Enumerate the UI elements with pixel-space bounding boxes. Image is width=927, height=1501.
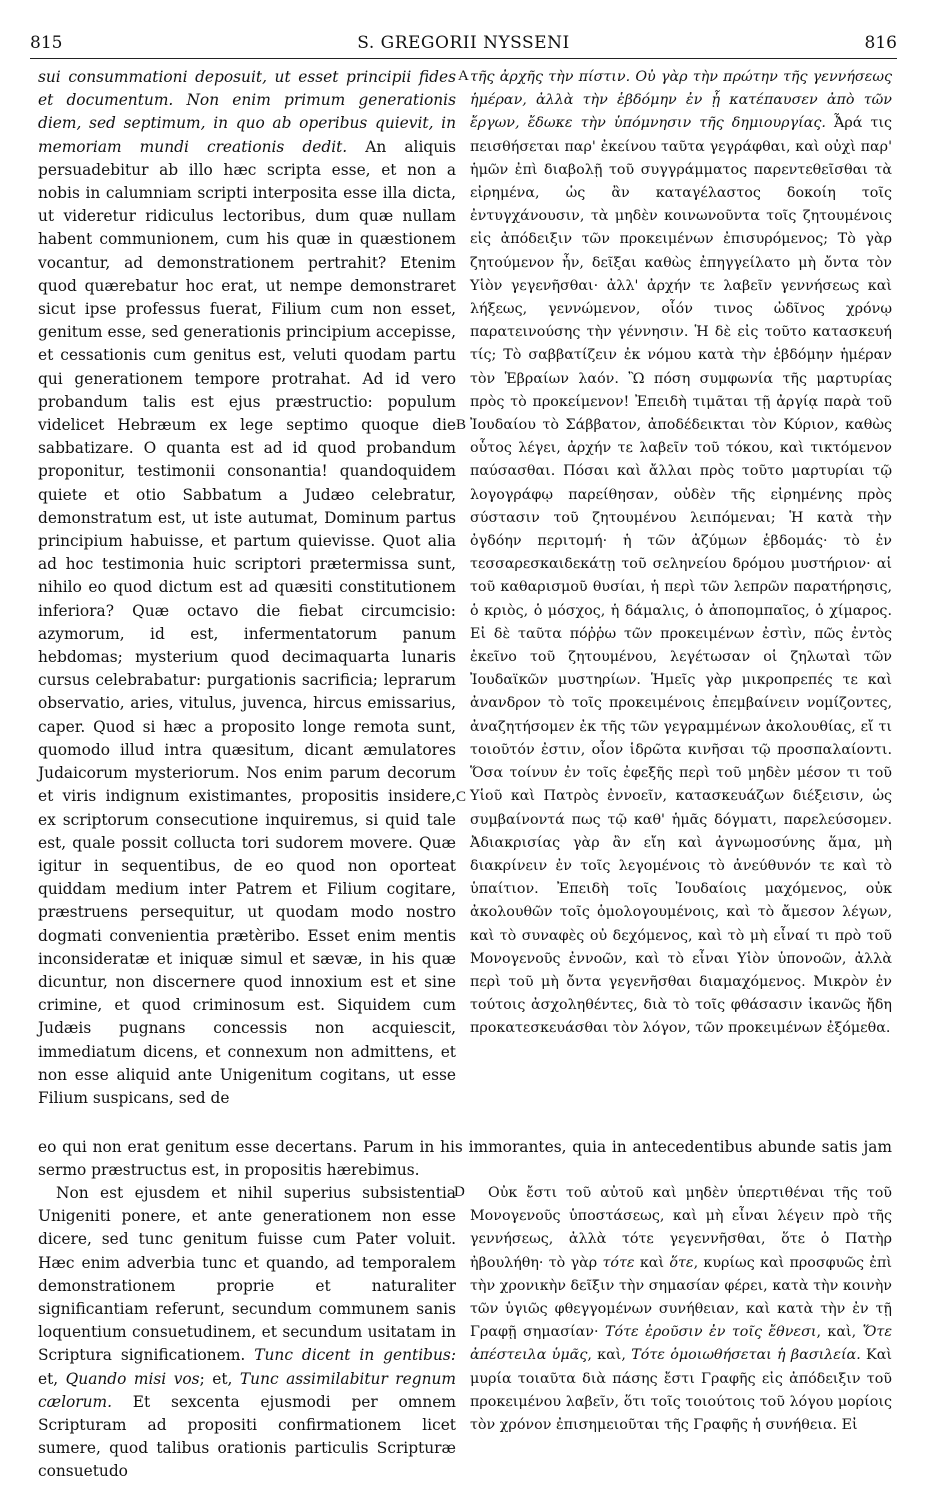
full-width-text: eo qui non erat genitum esse decertans. Parum in his immorantes, quia in antecedentibus abunde satis jam sermo præstructus est, in propositis hærebimus. <box>38 1138 892 1180</box>
greek-column-bottom <box>470 1182 892 1437</box>
latin-text: et, <box>38 1369 66 1388</box>
greek-word: ὅτε <box>669 1254 694 1271</box>
greek-word: τότε <box>602 1254 635 1271</box>
greek-quote: Τότε ἐροῦσιν ἐν τοῖς ἔθνεσι <box>604 1324 817 1341</box>
latin-paragraph <box>38 66 456 1110</box>
greek-italic-intro: τῆς ἀρχῆς τὴν πίστιν. Οὐ γὰρ τὴν πρώτην τῆς γεννήσεως ἡμέραν, ἀλλὰ τὴν ἑβδόμην ἐν ᾗ κατέπαυσεν ἀπὸ τῶν ἔργων, ἔδωκε τὴν ὑπόμνησιν τῆς δημιουργίας. <box>470 69 892 132</box>
latin-column-bottom <box>38 1182 456 1484</box>
margin-letter-d: D <box>454 1184 465 1200</box>
greek-paragraph <box>470 66 892 1041</box>
latin-text: Non est ejusdem et nihil superius subsistentia Unigeniti ponere, et ante generationem non esse dicere, sed tunc genitum fuisse cum Pater voluit. Hæc enim adverbia tunc et quando, ad temporalem demonstrationem proprie et naturaliter significantiam referunt, secundum communem sanis loquentium consuetudinem, et secundum usitatam in Scriptura significationem. <box>38 1184 456 1365</box>
greek-body: Ἆρά τις πεισθήσεται παρ' ἐκείνου ταῦτα γεγράφθαι, καὶ οὐχὶ παρ' ἡμῶν ἐπὶ διαβολῇ τοῦ συγγράμματος παρεντεθεῖσθαι τὰ εἰρημένα, ὡς ἂν καταγέλαστος δοκοίη τοῖς ἐντυγχάνουσιν, τὰ μηδὲν κοινωνοῦντα τοῖς ζητουμένοις εἰς ἀπόδειξιν τῶν προκειμένων ἐπισυρόμενος; Τὸ γὰρ ζητούμενον ἦν, δεῖξαι καθὼς ἐπηγγείλατο μὴ ὄντα τὸν Υἱὸν γεγενῆσθαι· ἀλλ' ἀρχήν τε λαβεῖν γεννήσεως καὶ λήξεως, γεννώμενον, οἷόν τινος ὠδῖνος χρόνῳ παρατεινούσης τὴν γέννησιν. Ἡ δὲ εἰς τοῦτο κατασκευή τίς; Τὸ σαββατίζειν ἐκ νόμου κατὰ τὴν ἑβδόμην ἡμέραν τὸν Ἑβραίων λαόν. Ὢ πόση συμφωνία τῆς μαρτυρίας πρὸς τὸ προκείμενον! Ἐπειδὴ τιμᾶται τῇ ἀργίᾳ παρὰ τοῦ Ἰουδαίου τὸ Σάββατον, ἀποδέδεικται τὸν Κύριον, καθὼς οὗτος λέγει, ἀρχήν τε λαβεῖν τοῦ τόκου, καὶ τικτόμενον παύσασθαι. Πόσαι καὶ ἄλλαι πρὸς τοῦτο μαρτυρίαι τῷ λογογράφῳ παρείθησαν, οὐδὲν τῆς εἰρημένης πρὸς σύστασιν τοῦ ζητουμένου λειπόμεναι; Ἡ κατὰ τὴν ὀγδόην περιτομή· ἡ τῶν ἀζύμων ἑβδομάς· τὸ ἐν τεσσαρεσκαιδεκάτῃ τοῦ σεληνείου δρόμου μυστήριον· αἱ τοῦ καθαρισμοῦ θυσίαι, ἡ περὶ τῶν λεπρῶν παρατήρησις, ὁ κριὸς, ὁ μόσχος, ἡ δάμαλις, ὁ ἀποπομπαῖος, ὁ χίμαρος. Εἰ δὲ ταῦτα πόῤῥω τῶν προκειμένων ἐστὶν, πῶς ἐντὸς ἐκεῖνο τοῦ ζητουμένου, λεγέτωσαν οἱ ζηλωταὶ τῶν Ἰουδαϊκῶν μυστηρίων. Ἡμεῖς γὰρ μικροπρεπές τε καὶ ἀνανδρον τὸ τοῖς προκειμένοις ἐπεμβαίνειν νομίζοντες, ἀναζητήσομεν ἐκ τῆς τῶν γεγραμμένων ἀκολουθίας, εἴ τι τοιοῦτόν ἐστιν, οἷον ἱδρῶτα κινῆσαι τῷ προσπαλαίοντι. Ὅσα τοίνυν ἐν τοῖς ἐφεξῆς περὶ τοῦ μηδὲν μέσον τι τοῦ Υἱοῦ καὶ Πατρὸς ἐννοεῖν, κατασκευάζων διέξεισιν, ὡς συμβαίνοντά πως τῷ καθ' ἡμᾶς δόγματι, παρελεύσομεν. Ἀδιακρισίας γὰρ ἂν εἴη καὶ ἀγνωμοσύνης ἅμα, μὴ διακρίνειν ἐν τοῖς λεγομένοις τὸ ἀνεύθυνόν τε καὶ τὸ ὑπαίτιον. Ἐπειδὴ τοῖς Ἰουδαίοις μαχόμενος, οὐκ ἀκολουθῶν τοῖς ὁμολογουμένοις, καὶ τὸ ἄμεσον λέγων, καὶ τὸ συναφὲς οὐ δεχόμενος, καὶ τὸ μὴ εἶναί τι πρὸ τοῦ Μονογενοῦς ἐννοῶν, καὶ τὸ εἶναι Υἱὸν ὑπονοῶν, ἀλλὰ περὶ τοῦ μὴ ὄντα γεγενῆσθαι διαμαχόμενος. Μικρὸν ἐν τούτοις ἀσχοληθέντες, διὰ τὸ τοῖς φθάσασιν ἱκανῶς ἤδη προκατεσκευάσθαι τὸν λόγον, τῶν προκειμένων ἐξόμεθα. <box>470 115 892 1037</box>
margin-letter-c: C <box>456 789 467 805</box>
latin-italic-intro: sui consummationi deposuit, ut esset principii fides et documentum. Non enim primum generationis diem, sed septimum, in quo ab operibus quievit, in memoriam mundi creationis dedit. <box>38 68 456 156</box>
margin-letter-a: A <box>458 68 469 84</box>
greek-quote: Τότε ὁμοιωθήσεται ἡ βασιλεία. <box>631 1347 861 1364</box>
page-header <box>30 33 897 57</box>
page-number-right: 816 <box>864 33 897 53</box>
full-width-line <box>38 1136 892 1182</box>
greek-text: καὶ <box>634 1254 670 1271</box>
greek-text: , καὶ, <box>587 1347 632 1364</box>
margin-letter-b: B <box>456 417 467 433</box>
greek-paragraph-2 <box>470 1182 892 1437</box>
greek-text: Καὶ μυρία τοιαῦτα διὰ πάσης ἔστι Γραφῆς εἰς ἀπόδειξιν τοῦ προκειμένου λαβεῖν, ὅτι τοῖς τοιούτοις τοῦ λόγου μορίοις τὸν χρόνον ἐπισημειοῦται τῆς Γραφῆς ἡ συνήθεια. Εἰ <box>470 1347 892 1434</box>
page-number-left: 815 <box>30 33 63 53</box>
greek-text: Οὐκ ἔστι τοῦ αὐτοῦ καὶ μηδὲν ὑπερτιθέναι τῆς τοῦ Μονογενοῦς ὑποστάσεως, καὶ μὴ εἶναι λέγειν πρὸ τῆς γεννήσεως, ἀλλὰ τότε γεγεννῆσθαι, ὅτε ὁ Πατὴρ ἠβουλήθη· τὸ γὰρ <box>470 1185 892 1271</box>
latin-column-top <box>38 66 456 1110</box>
header-rule <box>30 58 897 59</box>
latin-body: An aliquis persuadebitur ab illo hæc scripta esse, et non a nobis in calumniam scripti interposita esse illa dicta, ut videretur ridiculus lectoribus, dum quæ nullam habent communionem, cum his quæ in quæstionem vocantur, ad demonstrationem pertrahit? Etenim quod quærebatur hoc erat, ut nempe demonstraret sicut ipse professus fuerat, Filium cum non esset, genitum esse, sed generationis principium accepisse, et cessationis cum genitus est, veluti quodam partu qui generationem tempore protrahat. Ad id vero probandum talis est ejus præstructio: populum videlicet Hebræum ex lege septimo quoque die sabbatizare. O quanta est ad id quod probandum proponitur, testimonii consonantia! quandoquidem quiete et otio Sabbatum a Judæo celebratur, demonstratum est, ut iste autumat, Dominum partus principium habuisse, et partum quievisse. Quot alia ad hoc testimonia huic scriptori prætermissa sunt, nihilo eo quod dictum est ad quæsiti constitutionem inferiora? Quæ octavo die fiebat circumcisio: azymorum, id est, infermentatorum panum hebdomas; mysterium quod decimaquarta lunaris cursus celebrabatur: purgationis sacrificia; leprarum observatio, aries, vitulus, juvenca, hircus emissarius, caper. Quod si hæc a proposito longe remota sunt, quomodo illud intra quæsitum, dicant æmulatores Judaicorum mysteriorum. Nos enim parum decorum et viris indignum existimantes, propositis insidere, ex scriptorum consecutione inquiremus, si quid tale est, quale possit collucta tori sudorem movere. Quæ igitur in sequentibus, de eo quod non oporteat quiddam medium inter Patrem et Filium cogitare, præstruens persequitur, ut quodam modo nostro dogmati convenientia prætèribo. Esset enim mentis inconsideratæ et iniquæ simul et sævæ, in his quæ dicuntur, non discernere quod innoxium est et sine crimine, et quod criminosum est. Siquidem cum Judæis pugnans concessis non acquiescit, immediatum dicens, et connexum non admittens, et non esse aliquid ante Unigenitum cogitans, ut esse Filium suspicans, sed de <box>38 137 456 1107</box>
latin-quote: Tunc dicent in gentibus: <box>245 1346 457 1365</box>
latin-quote: Tunc assimilabitur regnum cælorum. <box>38 1369 457 1411</box>
greek-text: , καὶ, <box>816 1324 863 1341</box>
latin-text: Et sexcenta ejusmodi per omnem Scripturam ad propositi confirmationem licet sumere, quod talibus orationis particulis Scripturæ consuetudo <box>38 1392 456 1481</box>
greek-text: , κυρίως καὶ προσφυῶς ἐπὶ τὴν χρονικὴν δεῖξιν τὴν σημασίαν φέρει, κατὰ τὴν κοινὴν τῶν ὑγιῶς φθεγγομένων συνήθειαν, καὶ κατὰ τὴν ἐν τῇ Γραφῇ σημασίαν· <box>470 1254 892 1341</box>
latin-quote: Quando misi vos <box>65 1369 200 1388</box>
greek-column-top <box>470 66 892 1041</box>
latin-paragraph-2 <box>38 1182 456 1484</box>
running-title: S. GREGORII NYSSENI <box>357 33 570 53</box>
latin-text: ; et, <box>199 1369 240 1388</box>
greek-quote: Ὅτε ἀπέστειλα ὑμᾶς <box>470 1324 892 1364</box>
